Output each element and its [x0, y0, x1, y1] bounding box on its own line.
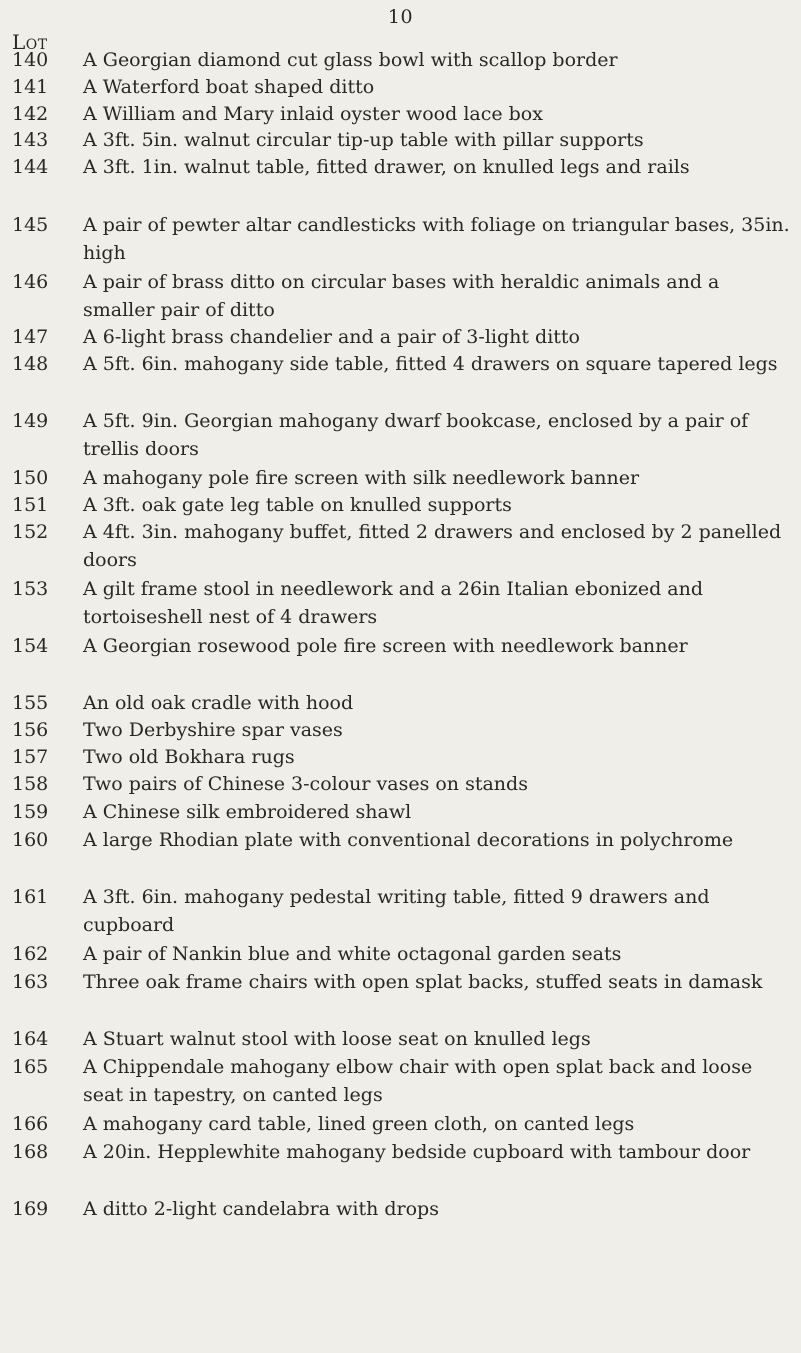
lot-description: A pair of Nankin blue and white octagonal garden seats [83, 943, 622, 965]
lot-description: A pair of pewter altar candlesticks with foliage on triangular bases, 35in. high [83, 214, 790, 264]
lot-number: 149 [12, 410, 49, 432]
lot-number: 155 [12, 692, 49, 714]
lot-number: 169 [12, 1198, 49, 1220]
lot-number: 148 [12, 353, 49, 375]
lot-description: A ditto 2-light candelabra with drops [83, 1198, 439, 1220]
lot-number: 151 [12, 494, 49, 516]
lot-description: A 5ft. 6in. mahogany side table, fitted 4 drawers on square tapered legs [83, 353, 778, 375]
lot-number: 161 [12, 886, 49, 908]
lot-description: Two Derbyshire spar vases [83, 719, 343, 741]
lot-number: 164 [12, 1028, 49, 1050]
lot-description: A 5ft. 9in. Georgian mahogany dwarf bookcase, enclosed by a pair of trellis doors [83, 410, 749, 460]
lot-description: A William and Mary inlaid oyster wood lace box [83, 103, 543, 125]
lot-description: A Waterford boat shaped ditto [83, 76, 375, 98]
lot-number: 160 [12, 829, 49, 851]
lot-number: 150 [12, 467, 49, 489]
lot-number: 147 [12, 326, 49, 348]
lot-number: 145 [12, 214, 49, 236]
lot-description: A Stuart walnut stool with loose seat on knulled legs [83, 1028, 591, 1050]
lot-column-header: Lot [12, 30, 48, 54]
lot-number: 152 [12, 521, 49, 543]
lot-number: 163 [12, 971, 49, 993]
lot-description: A 4ft. 3in. mahogany buffet, fitted 2 drawers and enclosed by 2 panelled doors [83, 521, 782, 571]
lot-description: A Georgian diamond cut glass bowl with scallop border [83, 49, 618, 71]
lot-number: 146 [12, 271, 49, 293]
page-number: 10 [387, 6, 414, 28]
lot-number: 157 [12, 746, 49, 768]
lot-number: 141 [12, 76, 49, 98]
lot-number: 158 [12, 773, 49, 795]
lot-description: A Chinese silk embroidered shawl [83, 801, 412, 823]
lot-description: A Chippendale mahogany elbow chair with open splat back and loose seat in tapestry, on canted legs [83, 1056, 753, 1106]
lot-number: 140 [12, 49, 49, 71]
lot-description: A gilt frame stool in needlework and a 26in Italian ebonized and tortoiseshell nest of 4 drawers [83, 578, 704, 628]
lot-description: A large Rhodian plate with conventional decorations in polychrome [83, 829, 734, 851]
lot-description: A mahogany pole fire screen with silk needlework banner [83, 467, 640, 489]
lot-description: A 6-light brass chandelier and a pair of 3-light ditto [83, 326, 580, 348]
lot-number: 168 [12, 1141, 49, 1163]
lot-number: 165 [12, 1056, 49, 1078]
lot-number: 162 [12, 943, 49, 965]
lot-description: A mahogany card table, lined green cloth, on canted legs [83, 1113, 635, 1135]
lot-number: 143 [12, 129, 49, 151]
lot-description: A 20in. Hepplewhite mahogany bedside cupboard with tambour door [83, 1141, 751, 1163]
lot-description: A 3ft. 6in. mahogany pedestal writing table, fitted 9 drawers and cupboard [83, 886, 710, 936]
lot-number: 153 [12, 578, 49, 600]
lot-description: A 3ft. oak gate leg table on knulled supports [83, 494, 512, 516]
lot-description: A 3ft. 1in. walnut table, fitted drawer, on knulled legs and rails [83, 156, 690, 178]
lot-description: Two old Bokhara rugs [83, 746, 295, 768]
lot-number: 156 [12, 719, 49, 741]
lot-description: A Georgian rosewood pole fire screen with needlework banner [83, 635, 688, 657]
lot-number: 159 [12, 801, 49, 823]
lot-number: 154 [12, 635, 49, 657]
lot-number: 166 [12, 1113, 49, 1135]
lot-description: Three oak frame chairs with open splat backs, stuffed seats in damask [83, 971, 763, 993]
lot-description: A pair of brass ditto on circular bases with heraldic animals and a smaller pair of ditto [83, 271, 720, 321]
lot-description: Two pairs of Chinese 3-colour vases on stands [83, 773, 528, 795]
lot-number: 144 [12, 156, 49, 178]
lot-description: A 3ft. 5in. walnut circular tip-up table with pillar supports [83, 129, 644, 151]
lot-number: 142 [12, 103, 49, 125]
lot-description: An old oak cradle with hood [83, 692, 354, 714]
